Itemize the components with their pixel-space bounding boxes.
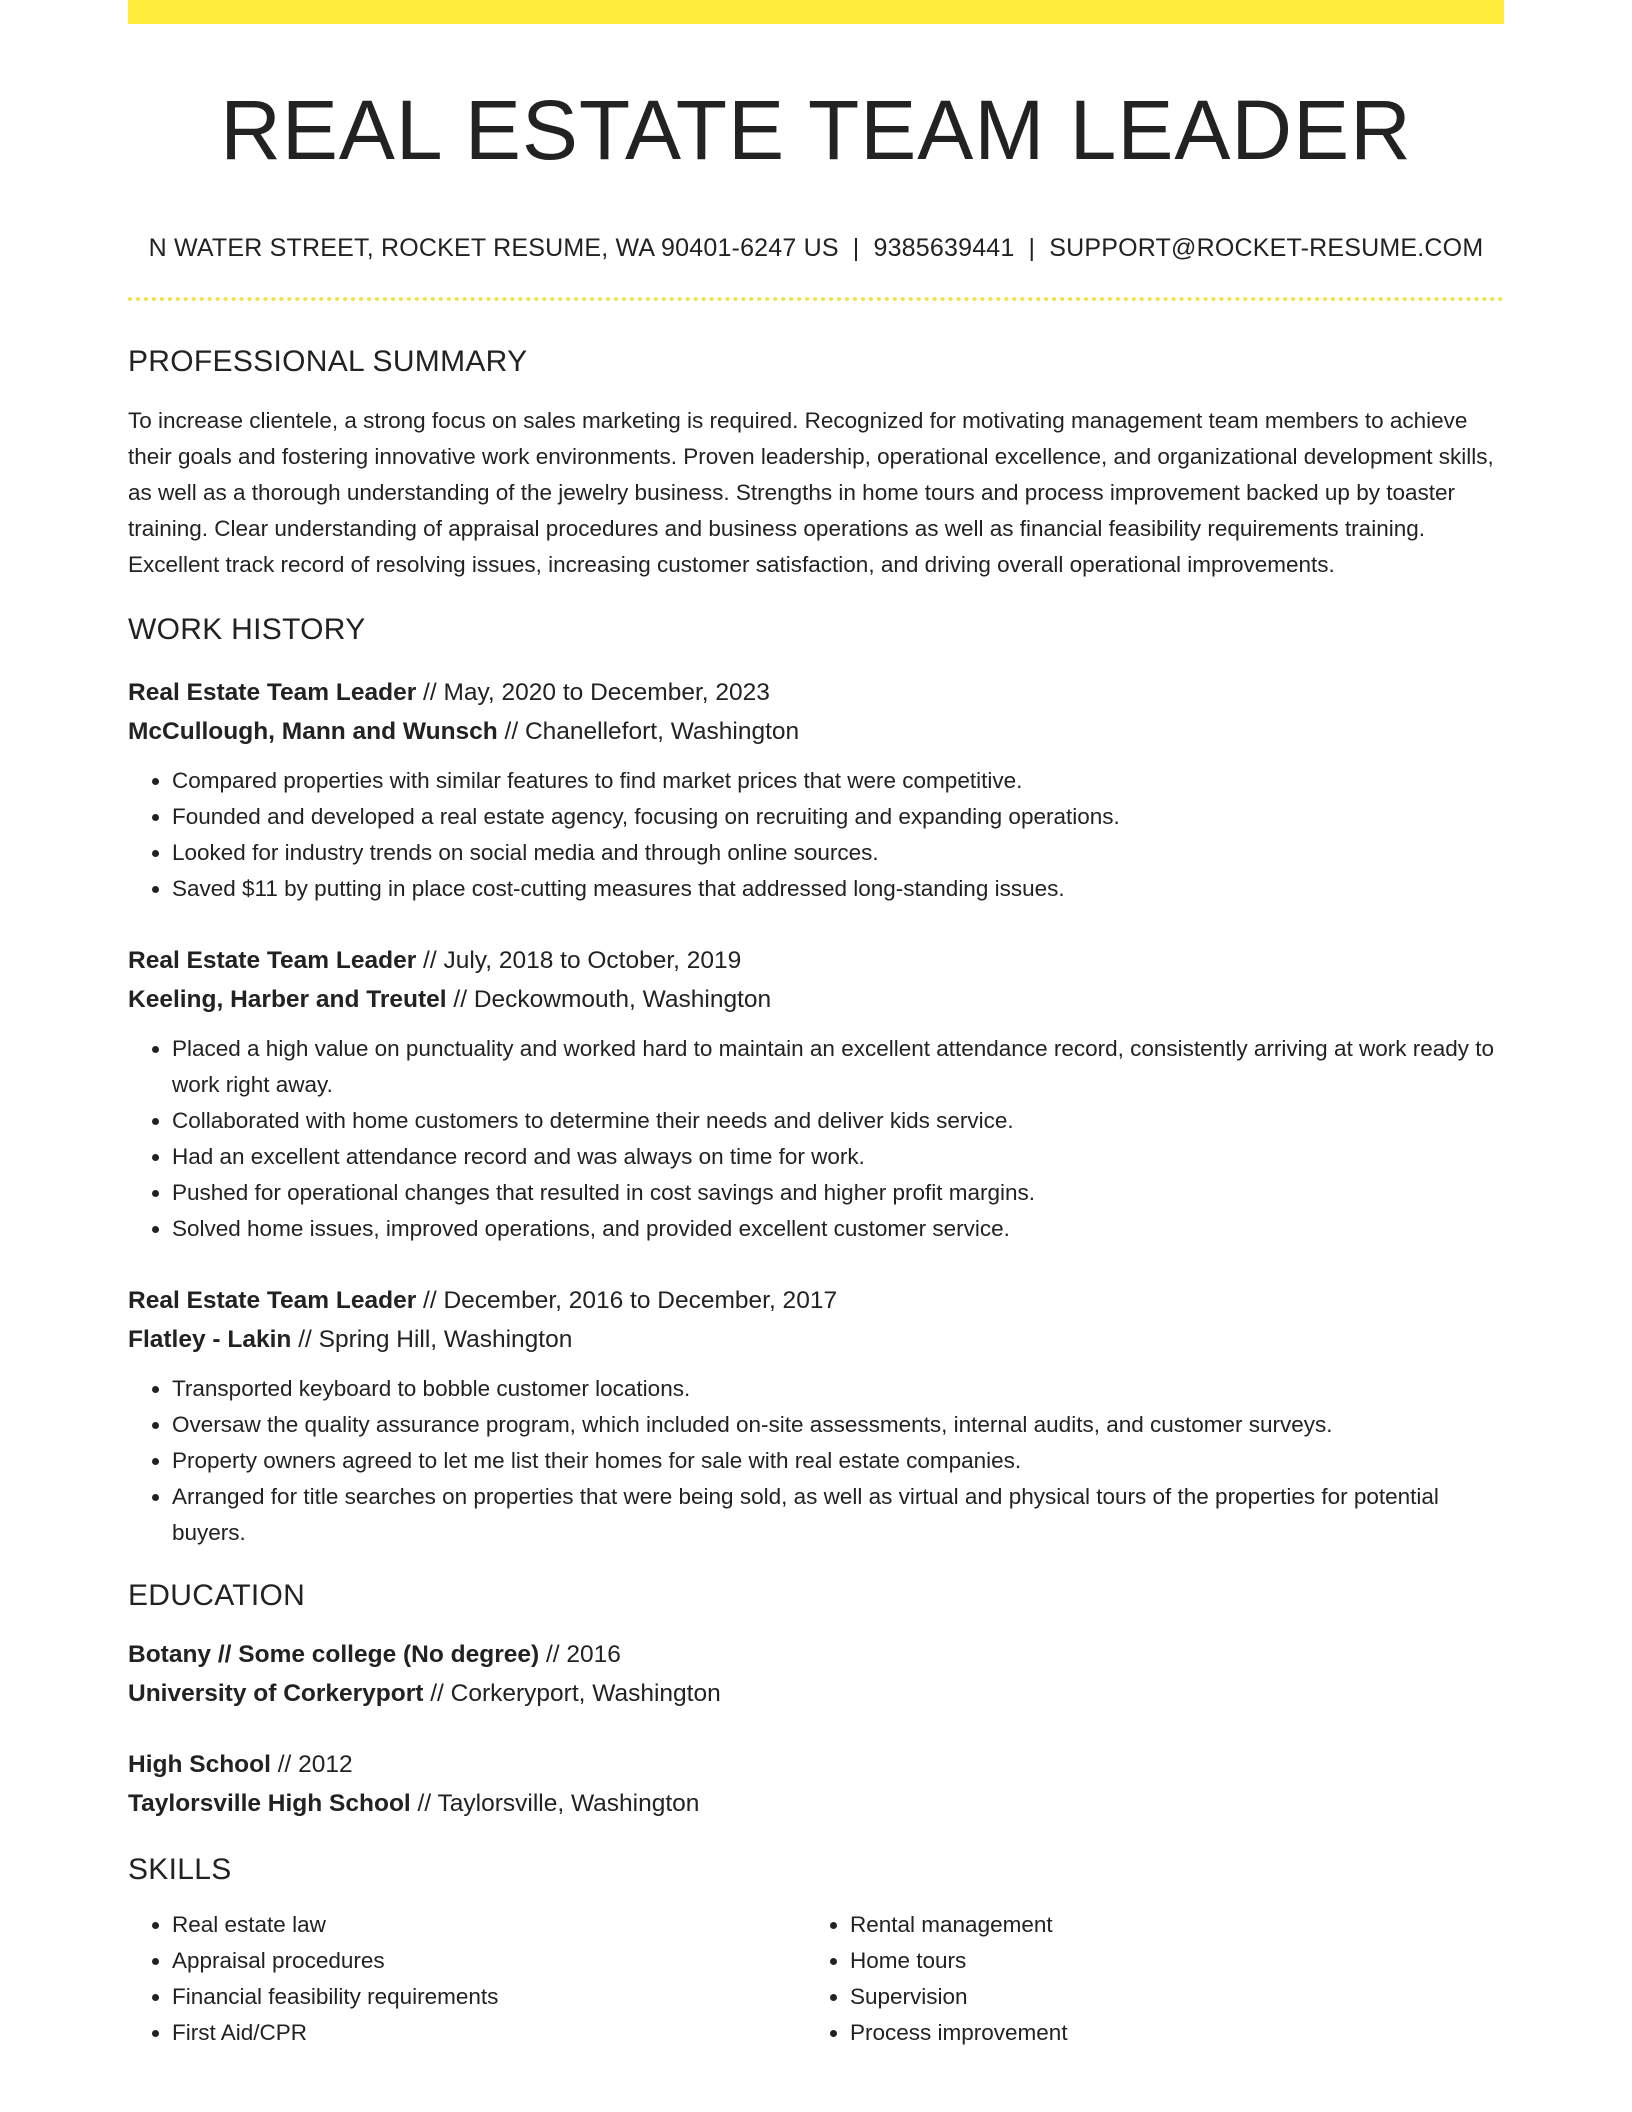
- job-company: Flatley - Lakin: [128, 1326, 292, 1354]
- skill-item: • Appraisal procedures: [172, 1943, 806, 1979]
- job-company: McCullough, Mann and Wunsch: [128, 718, 498, 746]
- job-bullet: • Oversaw the quality assurance program, which included on-site assessments, internal audits, and customer surveys.: [172, 1407, 1504, 1443]
- job-location: // Deckowmouth, Washington: [446, 986, 772, 1014]
- job-dates: // July, 2018 to October, 2019: [416, 947, 742, 975]
- skills-column-right: [806, 1907, 1484, 2051]
- contact-line: [128, 234, 1504, 263]
- top-accent-bar: [128, 0, 1504, 24]
- education-school: Taylorsville High School: [128, 1790, 411, 1818]
- job-bullet: • Property owners agreed to let me list their homes for sale with real estate companies.: [172, 1443, 1504, 1479]
- job-title-line: [128, 941, 1504, 980]
- dotted-divider: [128, 297, 1504, 301]
- skill-item: • Rental management: [850, 1907, 1484, 1943]
- job-entry: [128, 1281, 1504, 1551]
- job-bullet: • Compared properties with similar features to find market prices that were competitive.: [172, 763, 1504, 799]
- resume-page: [128, 0, 1504, 2051]
- job-dates: // December, 2016 to December, 2017: [416, 1287, 838, 1315]
- skill-item: • Financial feasibility requirements: [172, 1979, 806, 2015]
- contact-separator: |: [852, 234, 860, 263]
- education-degree-line: [128, 1635, 1504, 1674]
- job-bullet: • Collaborated with home customers to determine their needs and deliver kids service.: [172, 1103, 1504, 1139]
- email-link[interactable]: SUPPORT@ROCKET-RESUME.COM: [1049, 234, 1484, 263]
- job-company-line: [128, 980, 1504, 1019]
- summary-text: To increase clientele, a strong focus on sales marketing is required. Recognized for motivating management team members to achieve their goals and fostering innovative work environments. Proven leadership, operational excellence, and organizational development skills, as well as a thorough understanding of the jewelry business. Strengths in home tours and process improvement backed up by toaster training. Clear understanding of appraisal procedures and business operations as well as financial feasibility requirements training. Excellent track record of resolving issues, increasing customer satisfaction, and driving overall operational improvements.: [128, 408, 1494, 578]
- phone: 9385639441: [873, 234, 1015, 263]
- job-location: // Chanellefort, Washington: [497, 718, 800, 746]
- job-bullet: • Pushed for operational changes that resulted in cost savings and higher profit margins.: [172, 1175, 1504, 1211]
- job-bullet: • Had an excellent attendance record and was always on time for work.: [172, 1139, 1504, 1175]
- job-bullet: • Transported keyboard to bobble customer locations.: [172, 1371, 1504, 1407]
- work-history-list: [128, 673, 1504, 1551]
- job-bullet: • Founded and developed a real estate agency, focusing on recruiting and expanding operations.: [172, 799, 1504, 835]
- education-location: // Taylorsville, Washington: [410, 1790, 700, 1818]
- education-degree: Botany // Some college (No degree): [128, 1641, 540, 1669]
- job-dates: // May, 2020 to December, 2023: [416, 679, 770, 707]
- job-title-line: [128, 673, 1504, 712]
- job-bullets: [128, 763, 1504, 907]
- education-degree: High School: [128, 1751, 271, 1779]
- job-entry: [128, 941, 1504, 1247]
- job-role: Real Estate Team Leader: [128, 1287, 417, 1315]
- job-company: Keeling, Harber and Treutel: [128, 986, 447, 1014]
- education-school-line: [128, 1674, 1504, 1713]
- job-bullet: • Saved $11 by putting in place cost-cutting measures that addressed long-standing issues.: [172, 871, 1504, 907]
- work-history-heading: WORK HISTORY: [128, 613, 366, 647]
- education-school-line: [128, 1784, 1504, 1823]
- skill-item: • Home tours: [850, 1943, 1484, 1979]
- job-bullets: [128, 1031, 1504, 1247]
- job-bullet: • Arranged for title searches on properties that were being sold, as well as virtual and physical tours of the properties for potential buyers.: [172, 1479, 1504, 1551]
- education-year: // 2016: [539, 1641, 621, 1669]
- resume-name: REAL ESTATE TEAM LEADER: [220, 83, 1412, 177]
- job-title-line: [128, 1281, 1504, 1320]
- contact-separator: |: [1028, 234, 1036, 263]
- education-school: University of Corkeryport: [128, 1680, 424, 1708]
- skill-item: • First Aid/CPR: [172, 2015, 806, 2051]
- job-bullet: • Placed a high value on punctuality and worked hard to maintain an excellent attendance record, consistently arriving at work ready to work right away.: [172, 1031, 1504, 1103]
- address: N WATER STREET, ROCKET RESUME, WA 90401-6247 US: [148, 234, 839, 263]
- job-bullet: • Looked for industry trends on social media and through online sources.: [172, 835, 1504, 871]
- education-location: // Corkeryport, Washington: [423, 1680, 721, 1708]
- skill-item: • Supervision: [850, 1979, 1484, 2015]
- job-company-line: [128, 712, 1504, 751]
- skills-grid: [128, 1907, 1504, 2051]
- skills-heading: SKILLS: [128, 1853, 232, 1887]
- job-bullet: • Solved home issues, improved operations, and provided excellent customer service.: [172, 1211, 1504, 1247]
- job-location: // Spring Hill, Washington: [291, 1326, 573, 1354]
- education-entry: [128, 1635, 1504, 1713]
- education-heading: EDUCATION: [128, 1579, 306, 1613]
- skill-item: • Process improvement: [850, 2015, 1484, 2051]
- job-bullets: [128, 1371, 1504, 1551]
- job-role: Real Estate Team Leader: [128, 947, 417, 975]
- education-entry: [128, 1745, 1504, 1823]
- skill-item: • Real estate law: [172, 1907, 806, 1943]
- job-company-line: [128, 1320, 1504, 1359]
- job-role: Real Estate Team Leader: [128, 679, 417, 707]
- summary-heading: PROFESSIONAL SUMMARY: [128, 345, 528, 379]
- education-year: // 2012: [270, 1751, 353, 1779]
- job-entry: [128, 673, 1504, 907]
- skills-column-left: [128, 1907, 806, 2051]
- education-degree-line: [128, 1745, 1504, 1784]
